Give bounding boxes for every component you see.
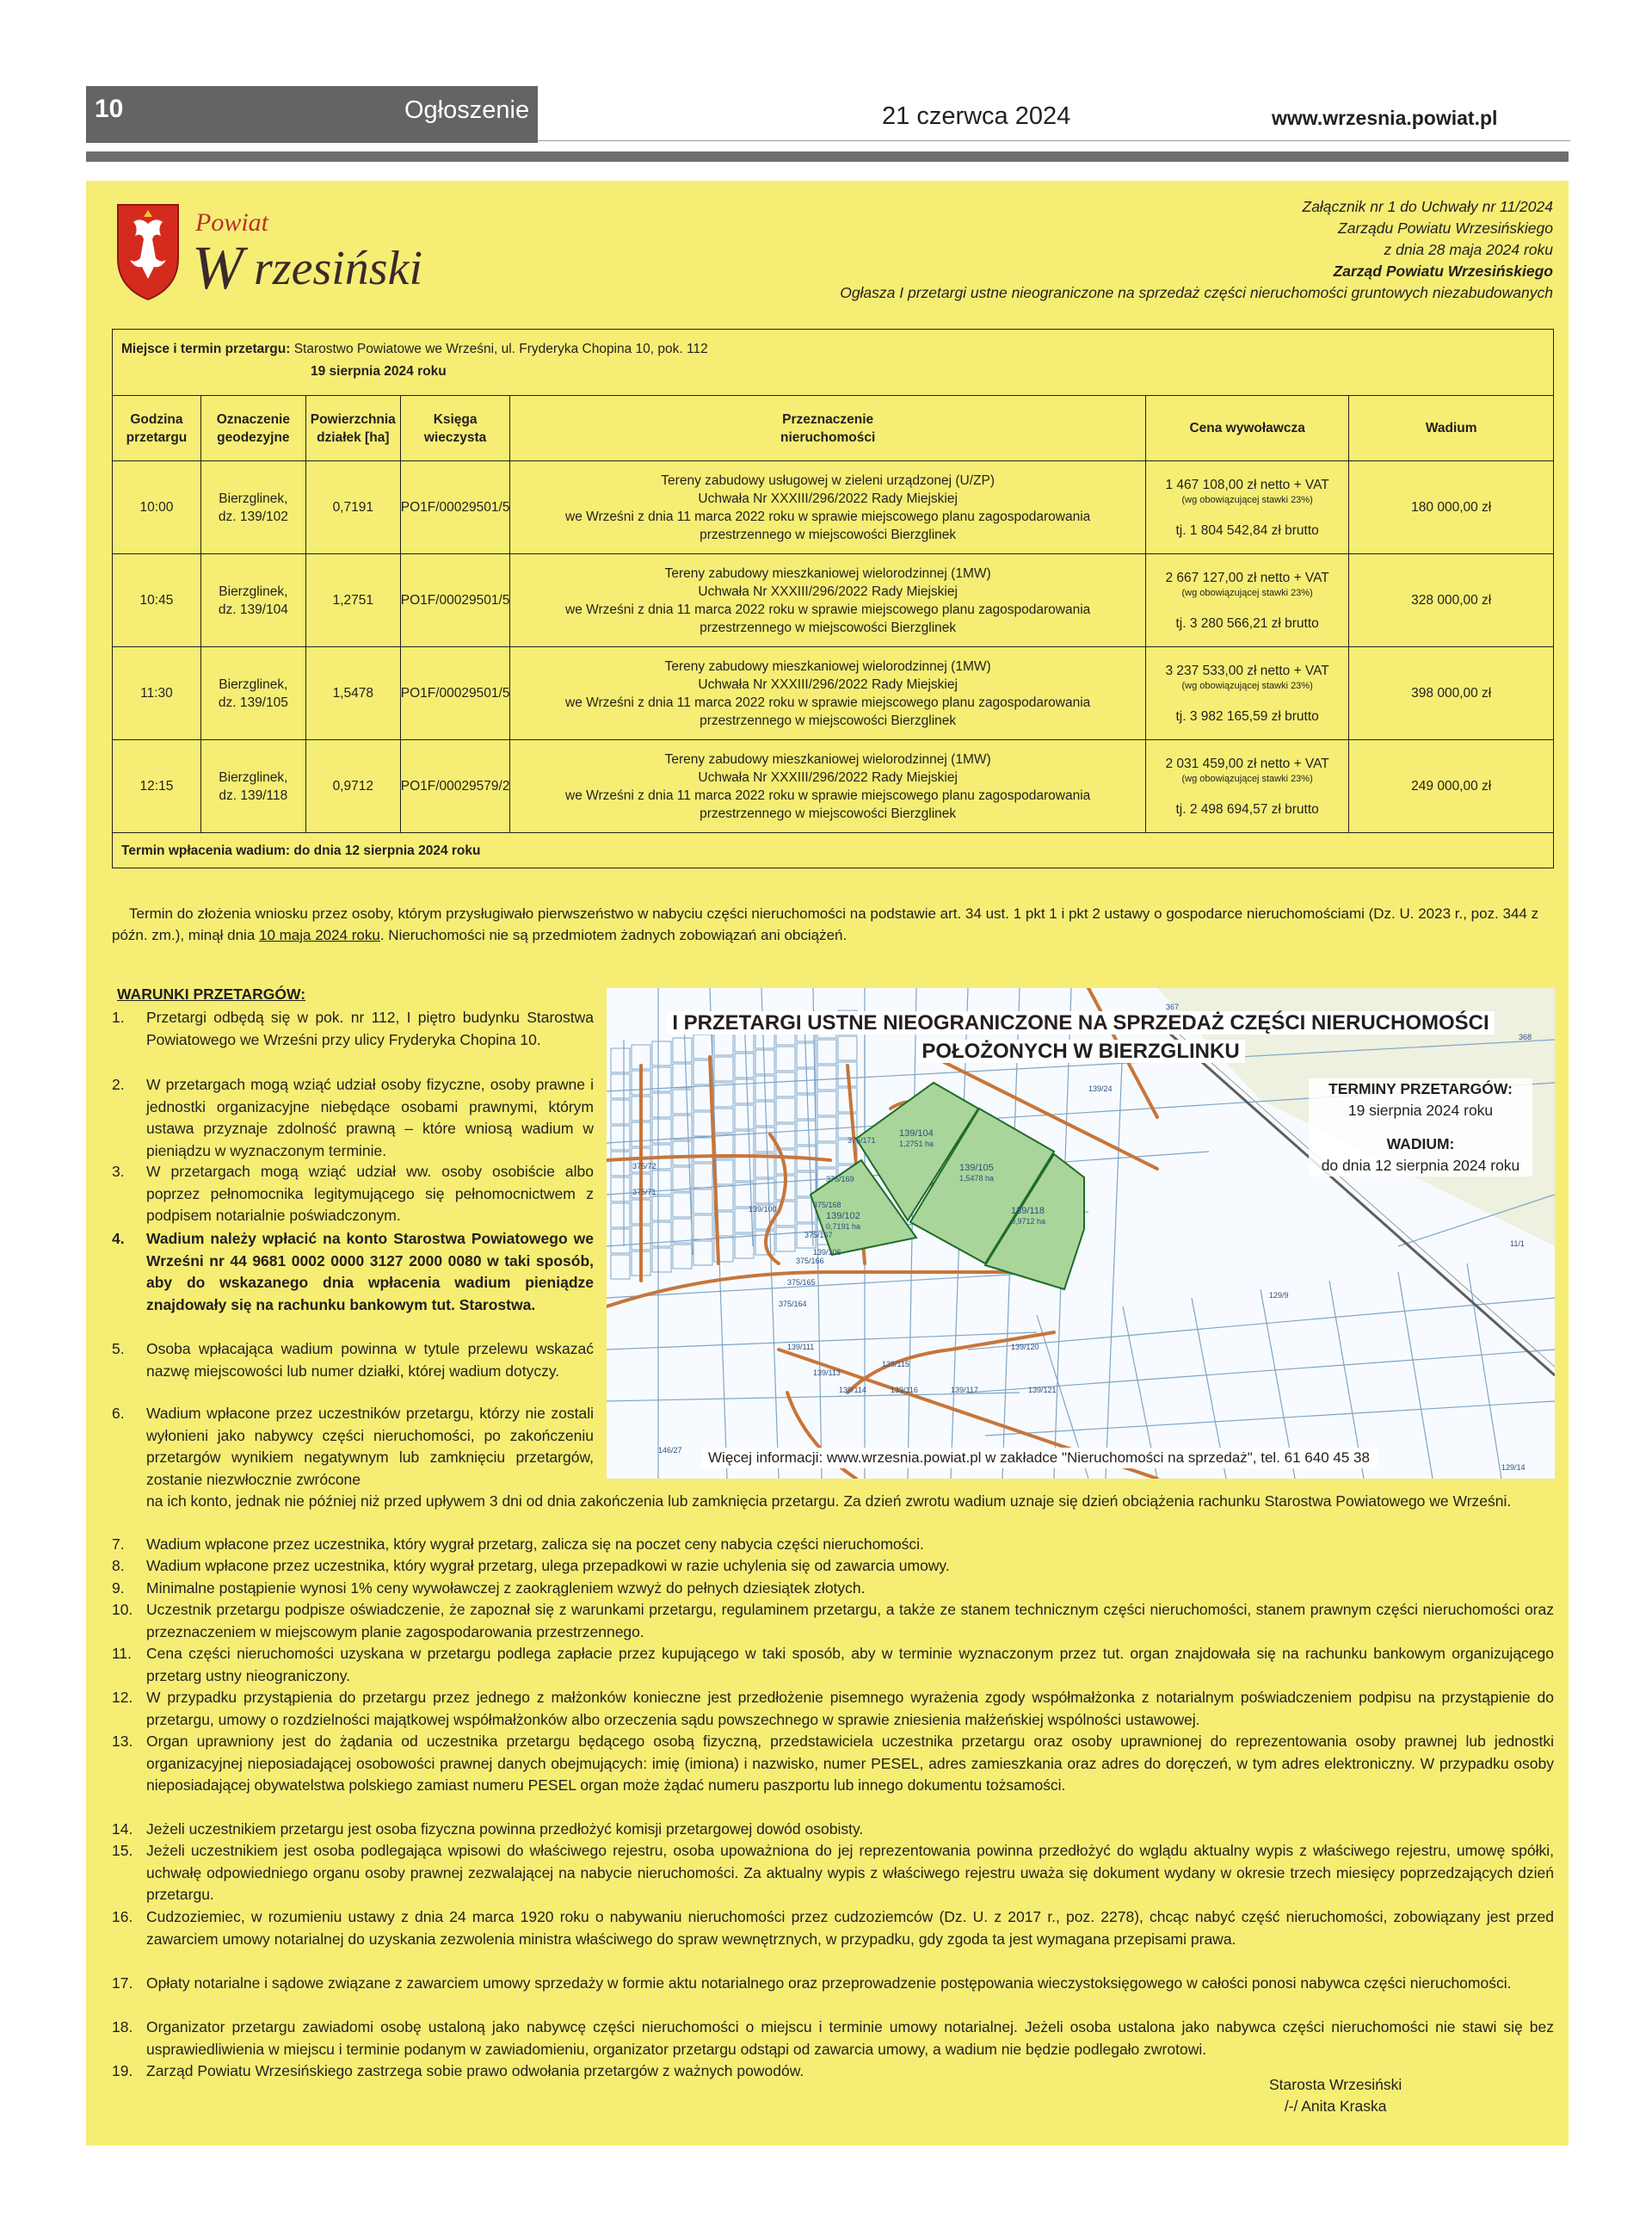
condition-item (112, 1228, 594, 1316)
map-title-line2: POŁOŻONYCH W BIERZGLINKU (916, 1040, 1244, 1063)
col-geo: Oznaczenie geodezyjne (200, 396, 305, 461)
map-label: 375/169 (826, 1175, 854, 1183)
resolution-annex: Załącznik nr 1 do Uchwały nr 11/2024 (1302, 198, 1553, 215)
map-label: 146/27 (658, 1446, 682, 1455)
cell-area: 1,5478 (305, 647, 400, 740)
condition-number: 10. (112, 1601, 133, 1618)
cell-kw: PO1F/00029579/2 (400, 740, 510, 833)
col-kw: Księga wieczysta (400, 396, 510, 461)
map-label: 139/114 (839, 1386, 866, 1394)
cell-purpose: Tereny zabudowy mieszkaniowej wielorodzinnej (1MW) Uchwała Nr XXXIII/296/2022 Rady Miejskiej we Wrześni z dnia 11 marca 2022 roku w sprawie miejscowego planu zagospodarowania przestrzennego w miejscowości Bierzglinek (510, 554, 1145, 647)
condition-text: na ich konto, jednak nie później niż przed upływem 3 dni od dnia zakończenia lub zamknięcia przetargu. Za dzień zwrotu wadium uznaje się dzień obciążenia rachunku Starostwa Powiatowego we Wrześni. (146, 1492, 1512, 1510)
condition-item (112, 2017, 1554, 2060)
condition-text: W przetargach mogą wziąć udział ww. osoby osobiście albo poprzez pełnomocnika legitymującego się pełnomocnictwem z podpisem notarialnie poświadczonym. (146, 1163, 594, 1224)
page-header (0, 0, 1652, 164)
condition-number: 2. (112, 1076, 125, 1093)
condition-text: Wadium wpłacone przez uczestnika, który wygrał przetarg, zalicza się na poczet ceny nabycia części nieruchomości. (146, 1535, 924, 1553)
parcel-area: 0,9712 ha (1011, 1217, 1046, 1226)
map-label: 375/166 (796, 1257, 824, 1265)
col-time: Godzina przetargu (113, 396, 201, 461)
cell-geo: Bierzglinek, dz. 139/102 (200, 461, 305, 554)
svg-text:W: W (192, 233, 243, 302)
condition-text: W przetargach mogą wziąć udział osoby fizyczne, osoby prawne i jednostki organizacyjne niebędące osobami prawnymi, którym ustawa przyznaje zdolność prawną – które wniosą wadium w pieniądzu w wyznaczonym terminie. (146, 1076, 594, 1159)
condition-text: Uczestnik przetargu podpisze oświadczenie, że zapoznał się z warunkami przetargu, regulaminem przetargu, a także ze stanem technicznym części nieruchomości, stanem prawnym części nieruchomości oraz przeznaczeniem w miejscowym planie zagospodarowania przestrzennego. (146, 1601, 1554, 1640)
condition-text: Wadium wpłacone przez uczestników przetargu, którzy nie zostali wyłonieni jako nabywcy części nieruchomości, po zakończeniu przetargów wynikiem negatywnym lub zamknięciu przetargów, zostanie niezwłocznie zwrócone (146, 1405, 594, 1488)
svg-text:Powiat: Powiat (195, 208, 269, 237)
map-label: 375/168 (813, 1201, 841, 1209)
map-title (607, 1009, 1555, 1066)
resolution-date: z dnia 28 maja 2024 roku (1384, 241, 1553, 258)
map-label: 375/71 (632, 1188, 656, 1196)
condition-text: Wadium wpłacone przez uczestnika, który wygrał przetarg, ulega przepadkowi w razie uchylenia się od zawarcia umowy. (146, 1557, 950, 1574)
table-header-row (113, 396, 1554, 461)
cell-kw: PO1F/00029501/5 (400, 554, 510, 647)
cell-wadium: 398 000,00 zł (1349, 647, 1554, 740)
condition-text: Opłaty notarialne i sądowe związane z zawarciem umowy sprzedaży w formie aktu notarialnego oraz przeprowadzenie postępowania wieczystoksięgowego w całości ponosi nabywca części nieruchomości. (146, 1974, 1512, 1992)
cell-kw: PO1F/00029501/5 (400, 461, 510, 554)
auction-place-label: Miejsce i termin przetargu: (121, 342, 291, 356)
parcel-area: 0,7191 ha (826, 1222, 861, 1231)
resolution-header (650, 196, 1553, 304)
cell-geo: Bierzglinek, dz. 139/105 (200, 647, 305, 740)
cell-wadium: 328 000,00 zł (1349, 554, 1554, 647)
col-purpose: Przeznaczenie nieruchomości (510, 396, 1145, 461)
condition-item (112, 1599, 1554, 1643)
cell-purpose: Tereny zabudowy mieszkaniowej wielorodzinnej (1MW) Uchwała Nr XXXIII/296/2022 Rady Miejskiej we Wrześni z dnia 11 marca 2022 roku w sprawie miejscowego planu zagospodarowania przestrzennego w miejscowości Bierzglinek (510, 740, 1145, 833)
map-label: 139/113 (813, 1368, 841, 1377)
svg-text:rzesiński: rzesiński (254, 242, 422, 295)
map-label: 139/117 (951, 1386, 978, 1394)
condition-number: 14. (112, 1820, 133, 1838)
condition-text: Wadium należy wpłacić na konto Starostwa Powiatowego we Wrześni nr 44 9681 0002 0000 3127 2000 0080 w taki sposób, aby do wskazanego dnia wpłacenia wadium pieniądze znajdowały się na rachunku bankowym tut. Starostwa. (146, 1230, 594, 1313)
page-number: 10 (95, 95, 124, 123)
map-label: 367 (1166, 1003, 1180, 1011)
condition-item (112, 1973, 1554, 1995)
condition-item (112, 1578, 1554, 1600)
condition-item (112, 1338, 594, 1382)
header-divider (538, 140, 1570, 141)
cell-area: 0,9712 (305, 740, 400, 833)
map-info: Więcej informacji: www.wrzesnia.powiat.pl w zakładce "Nieruchomości na sprzedaż", tel. 61 640 45 38 (701, 1448, 1377, 1468)
cell-wadium: 180 000,00 zł (1349, 461, 1554, 554)
map-label: 375/72 (632, 1162, 656, 1171)
map-label: 139/111 (787, 1343, 815, 1351)
table-row (113, 554, 1554, 647)
location-map (607, 988, 1555, 1479)
condition-item (112, 1643, 1554, 1687)
map-label: 139/115 (882, 1360, 909, 1368)
condition-number: 3. (112, 1163, 125, 1180)
map-label: 11/1 (1510, 1239, 1525, 1248)
condition-text: Jeżeli uczestnikiem przetargu jest osoba fizyczna powinna przedłożyć komisji przetargowej dowód osobisty. (146, 1820, 864, 1838)
condition-text: Organizator przetargu zawiadomi osobę ustaloną jako nabywcę części nieruchomości o miejscu i terminie umowy notarialnej. Jeżeli osoba ustalona jako nabywca części nieruchomości nie stawi się bez usprawiedliwienia w miejscu i terminie podanym w zawiadomieniu, organizator przetargu odstąpi od zawarcia umowy, a wadium nie będzie podlegało zwrotowi. (146, 2018, 1554, 2058)
map-title-line1: I PRZETARGI USTNE NIEOGRANICZONE NA SPRZEDAŻ CZĘŚCI NIERUCHOMOŚCI (667, 1011, 1494, 1035)
map-label: 139/106 (813, 1248, 841, 1257)
auction-place-value: Starostwo Powiatowe we Wrześni, ul. Fryderyka Chopina 10, pok. 112 (293, 342, 708, 356)
condition-item (112, 1534, 1554, 1556)
table-row (113, 740, 1554, 833)
resolution-subject: Ogłasza I przetargi ustne nieograniczone na sprzedaż części nieruchomości gruntowych niezabudowanych (840, 284, 1553, 301)
county-logo (116, 198, 538, 306)
condition-text: Minimalne postąpienie wynosi 1% ceny wywoławczej z zaokrągleniem wzwyż do pełnych dziesiątek złotych. (146, 1579, 866, 1597)
condition-number: 4. (112, 1230, 125, 1247)
condition-text: Przetargi odbędą się w pok. nr 112, I piętro budynku Starostwa Powiatowego we Wrześni przy ulicy Fryderyka Chopina 10. (146, 1009, 594, 1048)
condition-text: Osoba wpłacająca wadium powinna w tytule przelewu wskazać nazwę miejscowości lub numer działki, której wadium dotyczy. (146, 1340, 594, 1380)
condition-number: 8. (112, 1557, 125, 1574)
condition-number: 5. (112, 1340, 125, 1357)
condition-number: 12. (112, 1689, 133, 1706)
col-price: Cena wywoławcza (1145, 396, 1349, 461)
condition-text: Zarząd Powiatu Wrzesińskiego zastrzega sobie prawo odwołania przetargów z ważnych powodów. (146, 2062, 804, 2079)
issue-date: 21 czerwca 2024 (882, 102, 1071, 130)
cell-geo: Bierzglinek, dz. 139/118 (200, 740, 305, 833)
condition-number: 9. (112, 1579, 125, 1597)
resolution-board: Zarządu Powiatu Wrzesińskiego (1338, 219, 1553, 237)
cell-purpose: Tereny zabudowy usługowej w zieleni urządzonej (U/ZP) Uchwała Nr XXXIII/296/2022 Rady Miejskiej we Wrześni z dnia 11 marca 2022 roku w sprawie miejscowego planu zagospodarowania przestrzennego w miejscowości Bierzglinek (510, 461, 1145, 554)
conditions-title: WARUNKI PRZETARGÓW: (117, 985, 306, 1003)
map-terms (1309, 1078, 1532, 1177)
cell-time: 12:15 (113, 740, 201, 833)
condition-number: 19. (112, 2062, 133, 2079)
parcel-label: 139/118 (1011, 1206, 1045, 1216)
table-row (113, 461, 1554, 554)
condition-item (112, 1731, 1554, 1797)
condition-number: 18. (112, 2018, 133, 2035)
parcel-label: 139/102 (826, 1211, 860, 1221)
wadium-deadline: Termin wpłacenia wadium: do dnia 12 sierpnia 2024 roku (121, 843, 481, 858)
condition-item (112, 1161, 594, 1227)
condition-item (112, 1819, 1554, 1841)
condition-number: 15. (112, 1842, 133, 1859)
cell-wadium: 249 000,00 zł (1349, 740, 1554, 833)
parcel-label: 139/105 (959, 1163, 994, 1173)
site-url[interactable]: www.wrzesnia.powiat.pl (1272, 107, 1498, 129)
cell-price: 3 237 533,00 zł netto + VAT (wg obowiązującej stawki 23%) tj. 3 982 165,59 zł brutto (1145, 647, 1349, 740)
auction-table-box (112, 329, 1554, 868)
condition-number: 6. (112, 1405, 125, 1422)
auction-table (112, 395, 1554, 833)
section-label: Ogłoszenie (404, 96, 530, 124)
map-label: 139/116 (891, 1386, 918, 1394)
condition-text: Organ uprawniony jest do żądania od uczestnika przetargu będącego osobą fizyczną, przedstawiciela uczestnika przetargu oraz osoby uprawnionej do reprezentowania osoby prawnej lub jednostki organizacyjnej nieposiadającej osobowości prawnej danych obejmujących: imię (imiona) i nazwisko, numer PESEL, adres zamieszkania oraz adres do doręczeń, w tym adres elektroniczny. W przypadku osoby nieposiadającej obywatelstwa polskiego zamiast numeru PESEL organ może żądać numeru paszportu lub innego dokumentu tożsamości. (146, 1733, 1554, 1794)
cell-time: 10:00 (113, 461, 201, 554)
priority-date: 10 maja 2024 roku (259, 927, 380, 943)
map-label: 139/121 (1028, 1386, 1057, 1394)
cell-time: 11:30 (113, 647, 201, 740)
col-wadium: Wadium (1349, 396, 1554, 461)
condition-number: 13. (112, 1733, 133, 1750)
condition-number: 17. (112, 1974, 133, 1992)
condition-item (112, 1555, 1554, 1578)
map-wadium-label: WADIUM: (1386, 1135, 1455, 1152)
coat-of-arms-icon (116, 198, 538, 306)
parcel-area: 1,2751 ha (899, 1140, 934, 1148)
map-label: 375/165 (787, 1278, 816, 1287)
condition-number: 7. (112, 1535, 125, 1553)
map-terms-value: 19 sierpnia 2024 roku (1347, 1102, 1494, 1119)
condition-text: Cudzoziemiec, w rozumieniu ustawy z dnia 24 marca 1920 roku o nabywaniu nieruchomości przez cudzoziemców (Dz. U. z 2017 r., poz. 2278), chcąc nabyć część nieruchomości, zobowiązany jest przed zawarciem umowy notarialnej do uzyskania zezwolenia ministra właściwego do spraw wewnętrznych, w przypadku, gdy zgoda ta jest wymagana przepisami prawa. (146, 1908, 1554, 1948)
condition-item (112, 1840, 1554, 1906)
map-terms-label: TERMINY PRZETARGÓW: (1328, 1080, 1513, 1097)
condition-text: W przypadku przystąpienia do przetargu przez jednego z małżonków konieczne jest przedłożenie pisemnego wyrażenia zgody współmałżonka z notarialnym poświadczeniem podpisu na przystąpienie do przetargu, umowy o rozdzielności majątkowej współmałżonków albo orzeczenia sądu powszechnego w sprawie zniesienia małżeńskiej wspólności ustawowej. (146, 1689, 1554, 1728)
map-label: 139/120 (1011, 1343, 1039, 1351)
priority-paragraph: Termin do złożenia wniosku przez osoby, którym przysługiwało pierwszeństwo w nabyciu części nieruchomości na podstawie art. 34 ust. 1 pkt 1 i pkt 2 ustawy o gospodarce nieruchomościami (Dz. U. 2023 r., poz. 344 z późn. zm.), minął dnia 10 maja 2024 roku. Nieruchomości nie są przedmiotem żadnych zobowiązań ani obciążeń. (112, 905, 1539, 943)
signature-title: Starosta Wrzesiński (1269, 2076, 1402, 2093)
cell-price: 1 467 108,00 zł netto + VAT (wg obowiązującej stawki 23%) tj. 1 804 542,84 zł brutto (1145, 461, 1349, 554)
condition-item (112, 1491, 1554, 1513)
header-rule (86, 151, 1569, 162)
map-label: 368 (1519, 1033, 1532, 1041)
cell-geo: Bierzglinek, dz. 139/104 (200, 554, 305, 647)
map-wadium-value: do dnia 12 sierpnia 2024 roku (1321, 1157, 1520, 1174)
map-label: 129/9 (1269, 1291, 1289, 1300)
parcel-label: 139/104 (899, 1128, 934, 1139)
cell-time: 10:45 (113, 554, 201, 647)
cell-kw: PO1F/00029501/5 (400, 647, 510, 740)
signature-name: /-/ Anita Kraska (1284, 2097, 1387, 2115)
map-label: 375/167 (804, 1231, 833, 1239)
signature (1269, 2074, 1402, 2117)
col-area: Powierzchnia działek [ha] (305, 396, 400, 461)
condition-item (112, 1403, 594, 1491)
cell-price: 2 667 127,00 zł netto + VAT (wg obowiązującej stawki 23%) tj. 3 280 566,21 zł brutto (1145, 554, 1349, 647)
table-row (113, 647, 1554, 740)
resolution-issuer: Zarząd Powiatu Wrzesińskiego (1333, 263, 1553, 280)
cell-price: 2 031 459,00 zł netto + VAT (wg obowiązującej stawki 23%) tj. 2 498 694,57 zł brutto (1145, 740, 1349, 833)
condition-item (112, 1906, 1554, 1950)
condition-text: Jeżeli uczestnikiem jest osoba podlegająca wpisowi do właściwego rejestru, osoba upoważniona do jej reprezentowania powinna przedłożyć do wglądu aktualny wypis z właściwego rejestru, umowę spółki, uchwałę odpowiedniego organu osoby prawnej zezwalającej na nabycie nieruchomości. Za aktualny wypis z właściwego rejestru uważa się dokument wydany w okresie trzech miesięcy poprzedzających dzień przetargu. (146, 1842, 1554, 1903)
condition-number: 16. (112, 1908, 133, 1925)
condition-number: 1. (112, 1009, 125, 1026)
map-label: 139/24 (1088, 1084, 1113, 1093)
parcel-area: 1,5478 ha (959, 1174, 995, 1183)
auction-date: 19 sierpnia 2024 roku (311, 364, 447, 379)
condition-item (112, 1687, 1554, 1731)
cell-purpose: Tereny zabudowy mieszkaniowej wielorodzinnej (1MW) Uchwała Nr XXXIII/296/2022 Rady Miejskiej we Wrześni z dnia 11 marca 2022 roku w sprawie miejscowego planu zagospodarowania przestrzennego w miejscowości Bierzglinek (510, 647, 1145, 740)
map-label: 375/164 (779, 1300, 807, 1308)
map-label: 139/100 (749, 1205, 777, 1214)
cell-area: 0,7191 (305, 461, 400, 554)
map-label: 375/171 (848, 1136, 876, 1145)
map-label: 129/14 (1501, 1463, 1526, 1472)
condition-item (112, 1007, 594, 1051)
condition-item (112, 1074, 594, 1162)
condition-text: Cena części nieruchomości uzyskana w przetargu podlega zapłacie przez kupującego w taki sposób, aby w terminie wyznaczonym przez tut. organ znajdowała się na rachunku bankowym organizującego przetarg ustny nieograniczony. (146, 1645, 1554, 1684)
cell-area: 1,2751 (305, 554, 400, 647)
auction-place (121, 342, 708, 357)
condition-number: 11. (112, 1645, 133, 1662)
